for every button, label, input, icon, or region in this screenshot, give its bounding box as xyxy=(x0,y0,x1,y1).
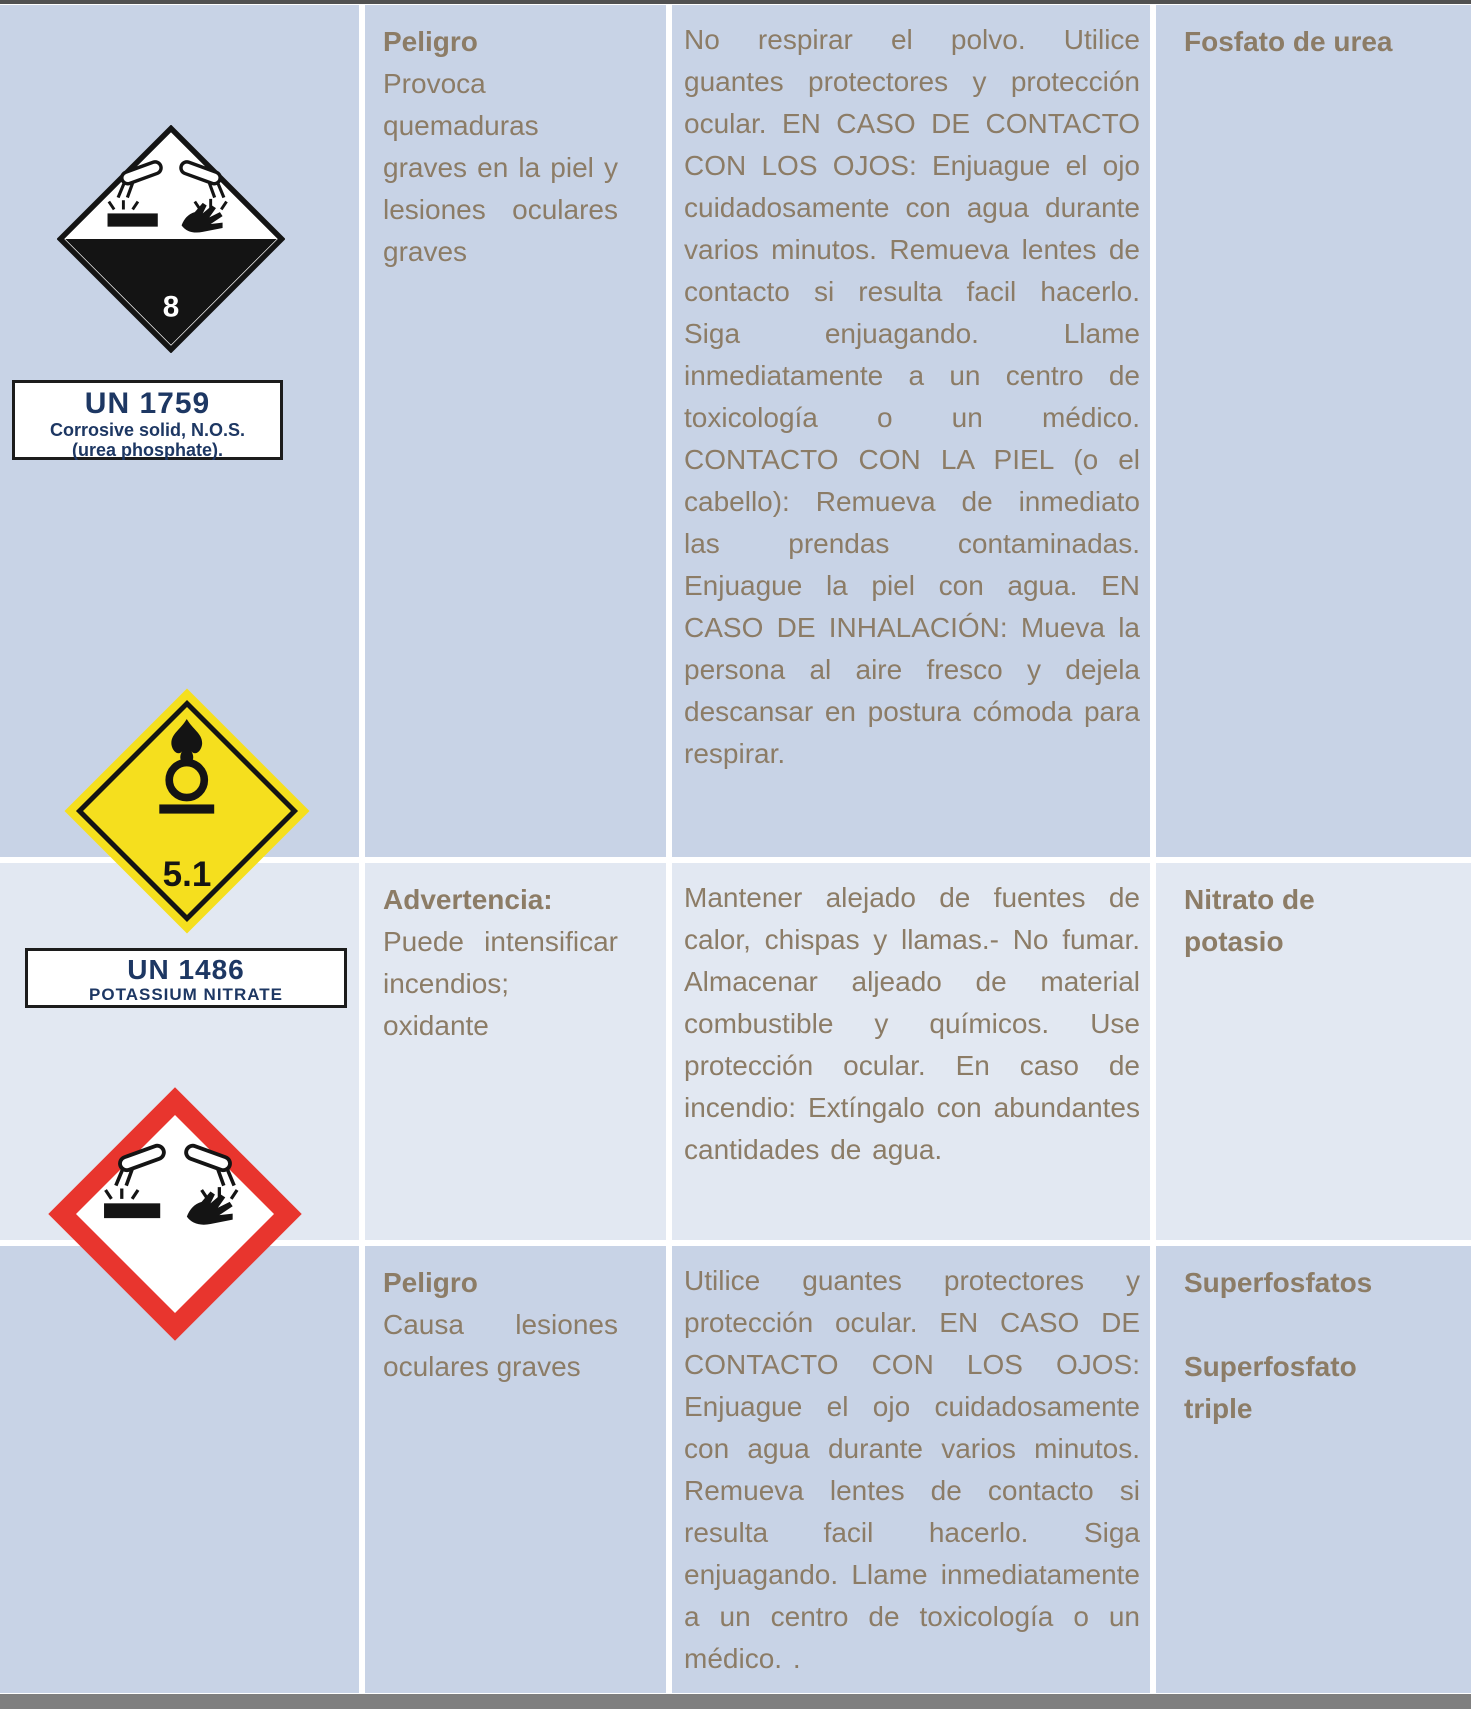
oxidizer-5-1-placard-icon xyxy=(62,686,312,936)
precautionary-text: No respirar el polvo. Utilice guantes protectores y protección ocular. EN CASO DE CONTACTO CON LOS OJOS: Enjuague el ojo cuidadosamente con agua durante varios minutos. Remueva lentes de contacto si resulta facil hacerlo. Siga enjuagando. Llame inmediatamente a un centro de toxicología o un médico. CONTACTO CON LA PIEL (o el cabello): Remueva de inmediato las prendas contaminadas. Enjuague la piel con agua. EN CASO DE INHALACIÓN: Mueva la persona al aire fresco y dejela descansar en postura cómoda para respirar. xyxy=(684,24,1140,769)
cell-product-row1 xyxy=(1156,5,1471,857)
hazard-statement: Puede intensificar incendios; oxidante xyxy=(383,926,618,1041)
precautionary-text: Utilice guantes protectores y protección ocular. EN CASO DE CONTACTO CON LOS OJOS: Enjuague el ojo cuidadosamente con agua durante varios minutos. Remueva lentes de contacto si resulta facil hacerlo. Siga enjuagando. Llame inmediatamente a un centro de toxicología o un médico. . xyxy=(684,1265,1140,1674)
cell-signal-row3 xyxy=(365,1246,666,1693)
signal-word: Peligro xyxy=(383,1267,478,1298)
un-number: UN 1486 xyxy=(127,954,245,985)
un-description: Corrosive solid, N.O.S. xyxy=(49,420,246,440)
signal-word: Peligro xyxy=(383,26,478,57)
cell-precautions-row2 xyxy=(672,863,1150,1240)
cell-precautions-row1 xyxy=(672,5,1150,857)
class-8-corrosive-placard-icon xyxy=(57,125,285,353)
product-name: Superfosfatos xyxy=(1184,1267,1373,1298)
hazard-statement: Provoca quemaduras graves en la piel y lesiones oculares graves xyxy=(383,68,618,267)
class-number: 5.1 xyxy=(162,855,212,894)
un1759-label xyxy=(12,380,283,460)
bottom-scroll-track xyxy=(0,1694,1471,1709)
cell-signal-row1 xyxy=(365,5,666,857)
cell-products-row3 xyxy=(1156,1246,1471,1693)
un-number: UN 1759 xyxy=(84,387,211,420)
un-description: POTASSIUM NITRATE xyxy=(89,985,283,1004)
un1486-label xyxy=(25,948,347,1008)
product-name: Nitrato de potasio xyxy=(1184,884,1315,957)
product-name: Superfosfato triple xyxy=(1184,1351,1357,1424)
top-window-edge xyxy=(0,0,1471,4)
cell-product-row2 xyxy=(1156,863,1471,1240)
ghs05-corrosion-pictogram-icon xyxy=(43,1082,307,1346)
un-description: (urea phosphate). xyxy=(71,440,223,460)
cell-signal-row2 xyxy=(365,863,666,1240)
precautionary-text: Mantener alejado de fuentes de calor, chispas y llamas.- No fumar. Almacenar aljeado de material combustible y químicos. Use protección ocular. En caso de incendio: Extíngalo con abundantes cantidades de agua. xyxy=(684,882,1140,1165)
class-number: 8 xyxy=(162,290,180,324)
hazard-statement: Causa lesiones oculares graves xyxy=(383,1309,618,1382)
cell-precautions-row3 xyxy=(672,1246,1150,1693)
signal-word: Advertencia: xyxy=(383,884,553,915)
product-name: Fosfato de urea xyxy=(1184,26,1393,57)
